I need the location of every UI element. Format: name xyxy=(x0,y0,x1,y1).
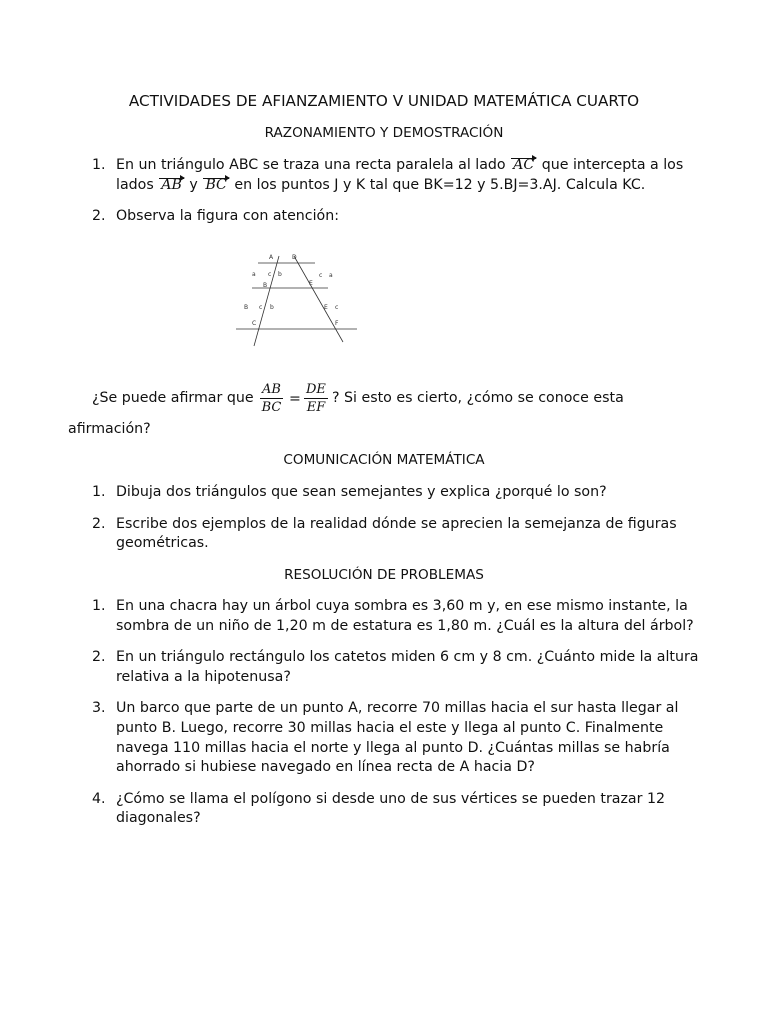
figure-label: b xyxy=(278,271,282,278)
fraction-denominator: EF xyxy=(306,400,326,415)
item-number: 2. xyxy=(92,649,106,666)
figure-label: c xyxy=(319,272,323,279)
list-item xyxy=(92,648,712,687)
document-title: ACTIVIDADES DE AFIANZAMIENTO V UNIDAD MATEMÁTICA CUARTO xyxy=(128,92,640,110)
figure-label: E xyxy=(324,304,328,311)
question-text: lados xyxy=(116,176,154,193)
section-heading-comunicacion: COMUNICACIÓN MATEMÁTICA xyxy=(283,452,485,468)
fraction-numerator: DE xyxy=(306,382,326,397)
item-number: 1. xyxy=(92,484,106,500)
figure-label: c xyxy=(268,271,272,278)
figure-label: c xyxy=(335,304,339,311)
equals-sign: = xyxy=(289,391,301,407)
question-text: Dibuja dos triángulos que sean semejantes y explica ¿porqué lo son? xyxy=(116,484,607,500)
question-text: En un triángulo rectángulo los catetos miden 6 cm y 8 cm. ¿Cuánto mide la altura relativa a la hipotenusa? xyxy=(116,649,699,685)
transversal-left xyxy=(254,256,279,346)
vector-ac: AC xyxy=(510,156,537,176)
item-number: 4. xyxy=(92,790,106,807)
list-item xyxy=(92,156,712,195)
proportion-continuation: afirmación? xyxy=(68,421,151,437)
question-text: En un triángulo ABC se traza una recta paralela al lado xyxy=(116,157,506,173)
proportion-question xyxy=(92,382,712,420)
list-item xyxy=(92,699,712,777)
question-text: que intercepta a los xyxy=(541,157,684,173)
parallel-lines-figure xyxy=(232,247,362,351)
list-item xyxy=(92,790,712,829)
fraction-de-ef xyxy=(304,382,328,416)
proportion-prefix: ¿Se puede afirmar que xyxy=(92,390,254,406)
item-number: 1. xyxy=(92,598,106,614)
figure-label: D xyxy=(292,254,297,261)
question-text: Un barco que parte de un punto A, recorre 70 millas hacia el sur hasta llegar al punto B. Luego, recorre 30 millas hacia el este y llega al punto C. Finalmente navega 110 millas hacia el norte y llega al punto D. ¿Cuántas millas se habría ahorrado si hubiese navegado en línea recta de A hacia D? xyxy=(116,700,679,776)
item-number: 1. xyxy=(92,157,106,173)
figure-label: E xyxy=(309,280,313,287)
question-text: En una chacra hay un árbol cuya sombra es 3,60 m y, en ese mismo instante, la sombra de un niño de 1,20 m de estatura es 1,80 m. ¿Cuál es la altura del árbol? xyxy=(116,598,694,634)
section-heading-razonamiento: RAZONAMIENTO Y DEMOSTRACIÓN xyxy=(264,125,504,141)
fraction-ab-bc xyxy=(260,382,283,416)
question-text: en los puntos J y K tal que BK=12 y 5.BJ=3.AJ. Calcula KC. xyxy=(234,176,646,193)
list-item xyxy=(92,207,712,227)
item-number: 2. xyxy=(92,208,106,225)
figure-label: c xyxy=(259,304,263,311)
razonamiento-list xyxy=(92,156,712,227)
figure-label: B xyxy=(244,304,249,311)
figure-label: A xyxy=(269,254,274,261)
figure-label: F xyxy=(335,320,339,327)
figure-label: B xyxy=(263,282,268,289)
question-text: Escribe dos ejemplos de la realidad dónde se aprecien la semejanza de figuras geométricas. xyxy=(116,515,677,552)
figure-label: C xyxy=(252,320,257,327)
question-text: y xyxy=(189,176,198,193)
proportion-suffix: ? Si esto es cierto, ¿cómo se conoce esta xyxy=(332,390,624,406)
figure-label: a xyxy=(252,271,256,278)
vector-ab: AB xyxy=(158,176,185,196)
list-item xyxy=(92,515,712,554)
list-item xyxy=(92,597,712,636)
fraction-numerator: AB xyxy=(262,382,281,397)
fraction-denominator: BC xyxy=(261,400,282,415)
figure-label: b xyxy=(270,304,274,311)
figure-label: a xyxy=(329,272,333,279)
item-number: 3. xyxy=(92,700,106,717)
item-number: 2. xyxy=(92,515,106,532)
section-heading-resolucion: RESOLUCIÓN DE PROBLEMAS xyxy=(284,567,484,583)
list-item xyxy=(92,483,712,503)
resolucion-list xyxy=(92,597,712,841)
question-text: ¿Cómo se llama el polígono si desde uno de sus vértices se pueden trazar 12 diagonales? xyxy=(116,790,666,827)
question-text: Observa la figura con atención: xyxy=(116,208,339,225)
vector-bc: BC xyxy=(202,176,230,196)
comunicacion-list xyxy=(92,483,712,554)
